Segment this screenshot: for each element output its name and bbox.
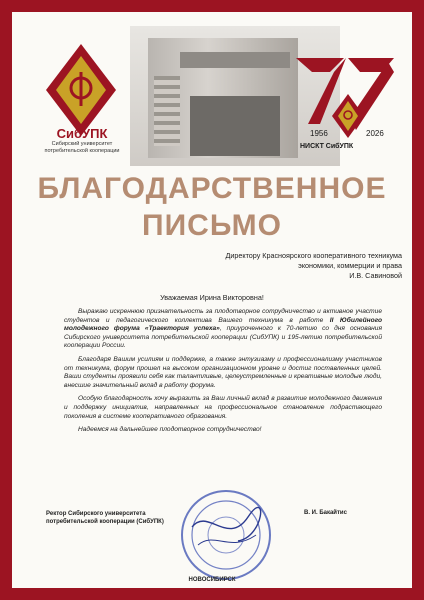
position-line-2: потребительской кооперации (СибУПК) (46, 519, 164, 525)
paragraph-1-text-b: , приуроченного к 70-летию со дня основания Сибирского университета потребительской кооперации (СибУПК) и 195-летию потребительской кооперации России. (64, 325, 382, 350)
forum-name: II Юбилейного молодежного форума «Траектория успеха» (64, 316, 382, 333)
right-logo-caption: НИСКТ СибУПК (300, 143, 354, 150)
addressee-line-1: Директору Красноярского кооперативного техникума (225, 251, 402, 260)
paragraph-1-text-a: Выражаю искреннюю признательность за плодотворное сотрудничество и активное участие студентов и педагогического коллектива Вашего техникума в работе (64, 308, 382, 324)
title-line-2: ПИСЬМО (142, 209, 282, 242)
greeting: Уважаемая Ирина Викторовна! (160, 293, 264, 302)
position-line-1: Ректор Сибирского университета (46, 511, 146, 517)
paragraph-1 (64, 308, 382, 351)
addressee-block (162, 251, 402, 281)
addressee-line-3: И.В. Савиновой (349, 271, 402, 280)
paragraph-2: Благодаря Вашим усилиям и поддержке, а также энтузиазму и профессионализму участников от техникума, форум прошел на высоком организационном уровне и достиг поставленных целей. Ваши студенты проявили себя как талантливые, целеустремленные и креативные молодые люди, внесшие значительный вклад в работу форума. (64, 355, 382, 389)
signatory-position (46, 510, 196, 526)
official-seal-icon (178, 487, 274, 583)
year-end: 2026 (366, 129, 384, 138)
year-start: 1956 (310, 129, 328, 138)
anniversary-70-emblem-icon (290, 54, 398, 150)
paragraph-4: Надеемся на дальнейшее плодотворное сотрудничество! (78, 426, 262, 434)
letter-body (64, 308, 382, 440)
left-logo-caption: Сибирский университет потребительской кооперации (44, 141, 120, 154)
title-line-1: БЛАГОДАРСТВЕННОЕ (37, 172, 387, 205)
signatory-name: В. И. Бакайтис (304, 510, 347, 516)
left-logo-name: СибУПК (56, 126, 108, 141)
addressee-line-2: экономики, коммерции и права (298, 261, 402, 270)
certificate-sheet (12, 12, 412, 588)
paragraph-3: Особую благодарность хочу выразить за Ваш личный вклад в развитие молодежного движения и поддержку инициатив, направленных на профессиональное становление подрастающего поколения в системе кооперативного образования. (64, 395, 382, 420)
city: НОВОСИБИРСК (188, 577, 236, 583)
